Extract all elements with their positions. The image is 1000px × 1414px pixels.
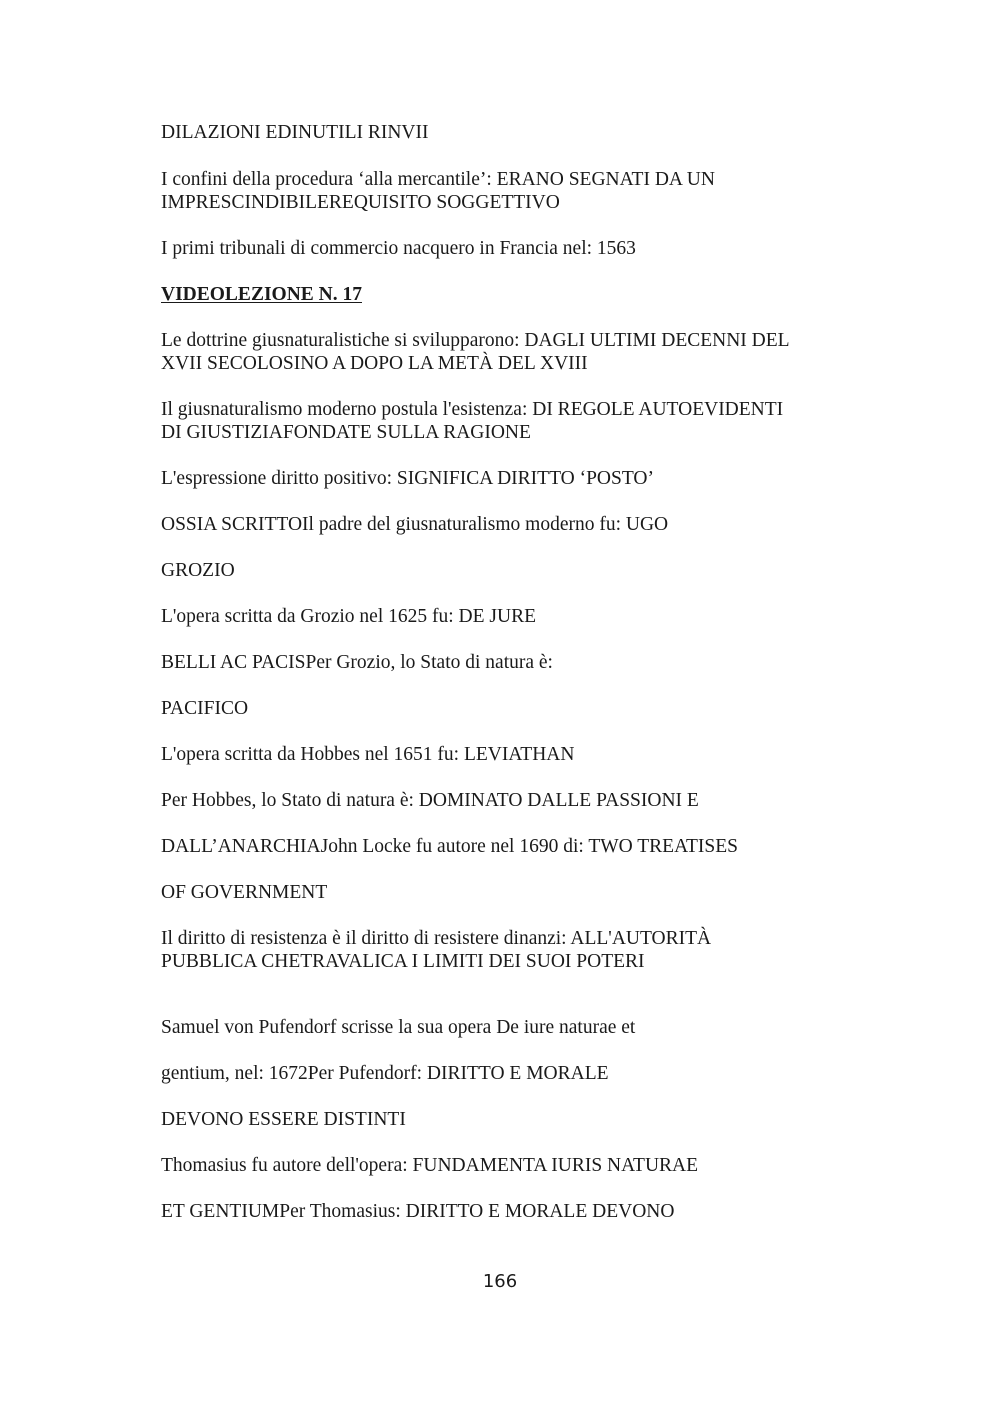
text-line: PACIFICO	[161, 698, 249, 719]
text-line: ET GENTIUMPer Thomasius: DIRITTO E MORALE DEVONO	[161, 1201, 675, 1222]
text-line: IMPRESCINDIBILEREQUISITO SOGGETTIVO	[161, 192, 560, 213]
text-line: Thomasius fu autore dell'opera: FUNDAMENTA IURIS NATURAE	[161, 1155, 699, 1176]
text-line: GROZIO	[161, 560, 235, 581]
text-line: DILAZIONI EDINUTILI RINVII	[161, 122, 429, 143]
text-line: PUBBLICA CHETRAVALICA I LIMITI DEI SUOI POTERI	[161, 951, 645, 972]
text-line: gentium, nel: 1672Per Pufendorf: DIRITTO E MORALE	[161, 1063, 609, 1084]
section-heading: VIDEOLEZIONE N. 17	[161, 284, 362, 305]
text-line: Samuel von Pufendorf scrisse la sua opera De iure naturae et	[161, 1017, 636, 1038]
text-line: XVII SECOLOSINO A DOPO LA METÀ DEL XVIII	[161, 353, 588, 374]
text-line: I primi tribunali di commercio nacquero in Francia nel: 1563	[161, 238, 636, 259]
text-line: DEVONO ESSERE DISTINTI	[161, 1109, 406, 1130]
text-line: DI GIUSTIZIAFONDATE SULLA RAGIONE	[161, 422, 531, 443]
text-line: OF GOVERNMENT	[161, 882, 328, 903]
text-line: OSSIA SCRITTOIl padre del giusnaturalismo moderno fu: UGO	[161, 514, 669, 535]
text-line: L'opera scritta da Hobbes nel 1651 fu: LEVIATHAN	[161, 744, 575, 765]
page-number: 166	[482, 1271, 518, 1292]
text-line: Le dottrine giusnaturalistiche si svilupparono: DAGLI ULTIMI DECENNI DEL	[161, 330, 790, 351]
text-line: L'espressione diritto positivo: SIGNIFICA DIRITTO ‘POSTO’	[161, 468, 654, 489]
text-line: Il diritto di resistenza è il diritto di resistere dinanzi: ALL'AUTORITÀ	[161, 928, 712, 949]
text-line: Il giusnaturalismo moderno postula l'esistenza: DI REGOLE AUTOEVIDENTI	[161, 399, 784, 420]
text-line: Per Hobbes, lo Stato di natura è: DOMINATO DALLE PASSIONI E	[161, 790, 699, 811]
text-line: DALL’ANARCHIAJohn Locke fu autore nel 1690 di: TWO TREATISES	[161, 836, 738, 857]
text-line: L'opera scritta da Grozio nel 1625 fu: DE JURE	[161, 606, 536, 627]
text-line: I confini della procedura ‘alla mercantile’: ERANO SEGNATI DA UN	[161, 169, 715, 190]
text-line: BELLI AC PACISPer Grozio, lo Stato di natura è:	[161, 652, 553, 673]
